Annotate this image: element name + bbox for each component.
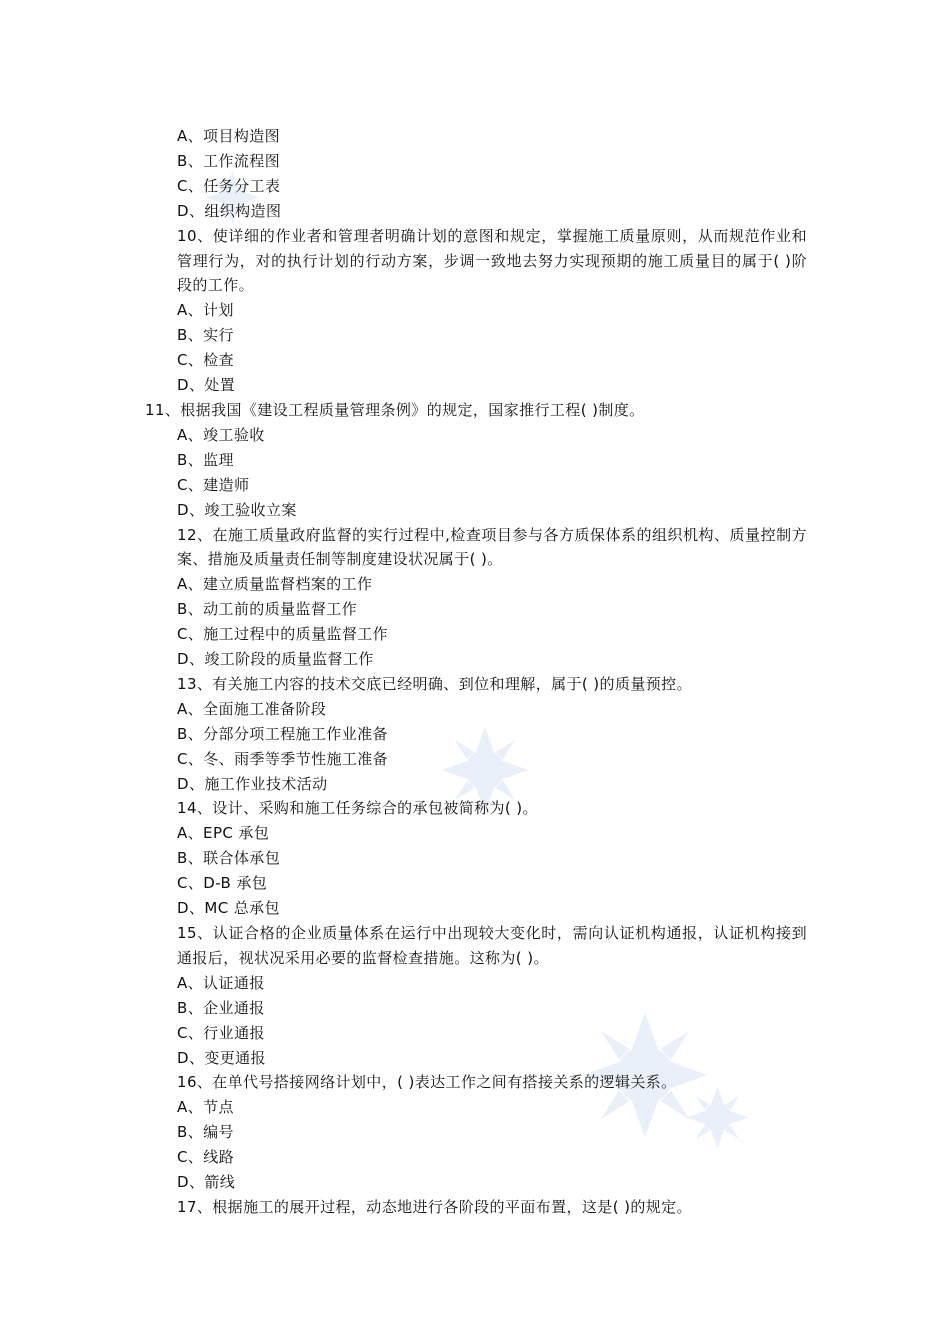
- question-text: 14、设计、采购和施工任务综合的承包被简称为( )。: [177, 799, 538, 818]
- answer-option: B、分部分项工程施工作业准备: [177, 724, 388, 743]
- answer-option: A、计划: [177, 301, 234, 320]
- answer-option: B、实行: [177, 326, 234, 345]
- answer-option: D、组织构造图: [177, 201, 282, 220]
- answer-option: D、处置: [177, 376, 236, 395]
- answer-option: A、EPC 承包: [177, 824, 270, 843]
- answer-option: B、编号: [177, 1123, 234, 1142]
- question-text: 12、在施工质量政府监督的实行过程中,检查项目参与各方质保体系的组织机构、质量控制方案、措施及质量责任制等制度建设状况属于( )。: [177, 525, 807, 569]
- answer-option: B、联合体承包: [177, 849, 281, 868]
- answer-option: D、箭线: [177, 1173, 236, 1192]
- answer-option: C、D-B 承包: [177, 874, 268, 893]
- answer-option: B、企业通报: [177, 998, 265, 1017]
- answer-option: B、工作流程图: [177, 151, 281, 170]
- answer-option: D、施工作业技术活动: [177, 774, 328, 793]
- answer-option: A、竣工验收: [177, 425, 265, 444]
- answer-option: C、线路: [177, 1148, 235, 1167]
- answer-option: A、节点: [177, 1098, 234, 1117]
- question-text: 11、根据我国《建设工程质量管理条例》的规定，国家推行工程( )制度。: [145, 400, 645, 419]
- question-text: 17、根据施工的展开过程，动态地进行各阶段的平面布置，这是( )的规定。: [177, 1197, 692, 1216]
- answer-option: A、全面施工准备阶段: [177, 699, 327, 718]
- answer-option: C、建造师: [177, 475, 250, 494]
- answer-option: B、动工前的质量监督工作: [177, 600, 358, 619]
- question-text: 16、在单代号搭接网络计划中，( )表达工作之间有搭接关系的逻辑关系。: [177, 1073, 677, 1092]
- answer-option: C、行业通报: [177, 1023, 265, 1042]
- question-text: 10、使详细的作业者和管理者明确计划的意图和规定，掌握施工质量原则，从而规范作业和管理行为，对的执行计划的行动方案，步调一致地去努力实现预期的施工质量目的属于( )阶段的工作。: [177, 226, 807, 295]
- answer-option: C、冬、雨季等季节性施工准备: [177, 749, 389, 768]
- answer-option: D、MC 总承包: [177, 899, 280, 918]
- answer-option: C、检查: [177, 351, 235, 370]
- answer-option: A、认证通报: [177, 973, 265, 992]
- question-text: 15、认证合格的企业质量体系在运行中出现较大变化时，需向认证机构通报，认证机构接到通报后，视状况采用必要的监督检查措施。这称为( )。: [177, 924, 807, 967]
- answer-option: C、施工过程中的质量监督工作: [177, 625, 389, 644]
- answer-option: D、竣工验收立案: [177, 500, 297, 519]
- answer-option: D、变更通报: [177, 1048, 266, 1067]
- answer-option: D、竣工阶段的质量监督工作: [177, 650, 374, 669]
- answer-option: B、监理: [177, 450, 234, 469]
- answer-option: C、任务分工表: [177, 176, 281, 195]
- question-text: 13、有关施工内容的技术交底已经明确、到位和理解，属于( )的质量预控。: [177, 674, 692, 693]
- answer-option: A、项目构造图: [177, 127, 281, 145]
- answer-option: A、建立质量监督档案的工作: [177, 575, 373, 594]
- exam-questions-body: [145, 124, 807, 1220]
